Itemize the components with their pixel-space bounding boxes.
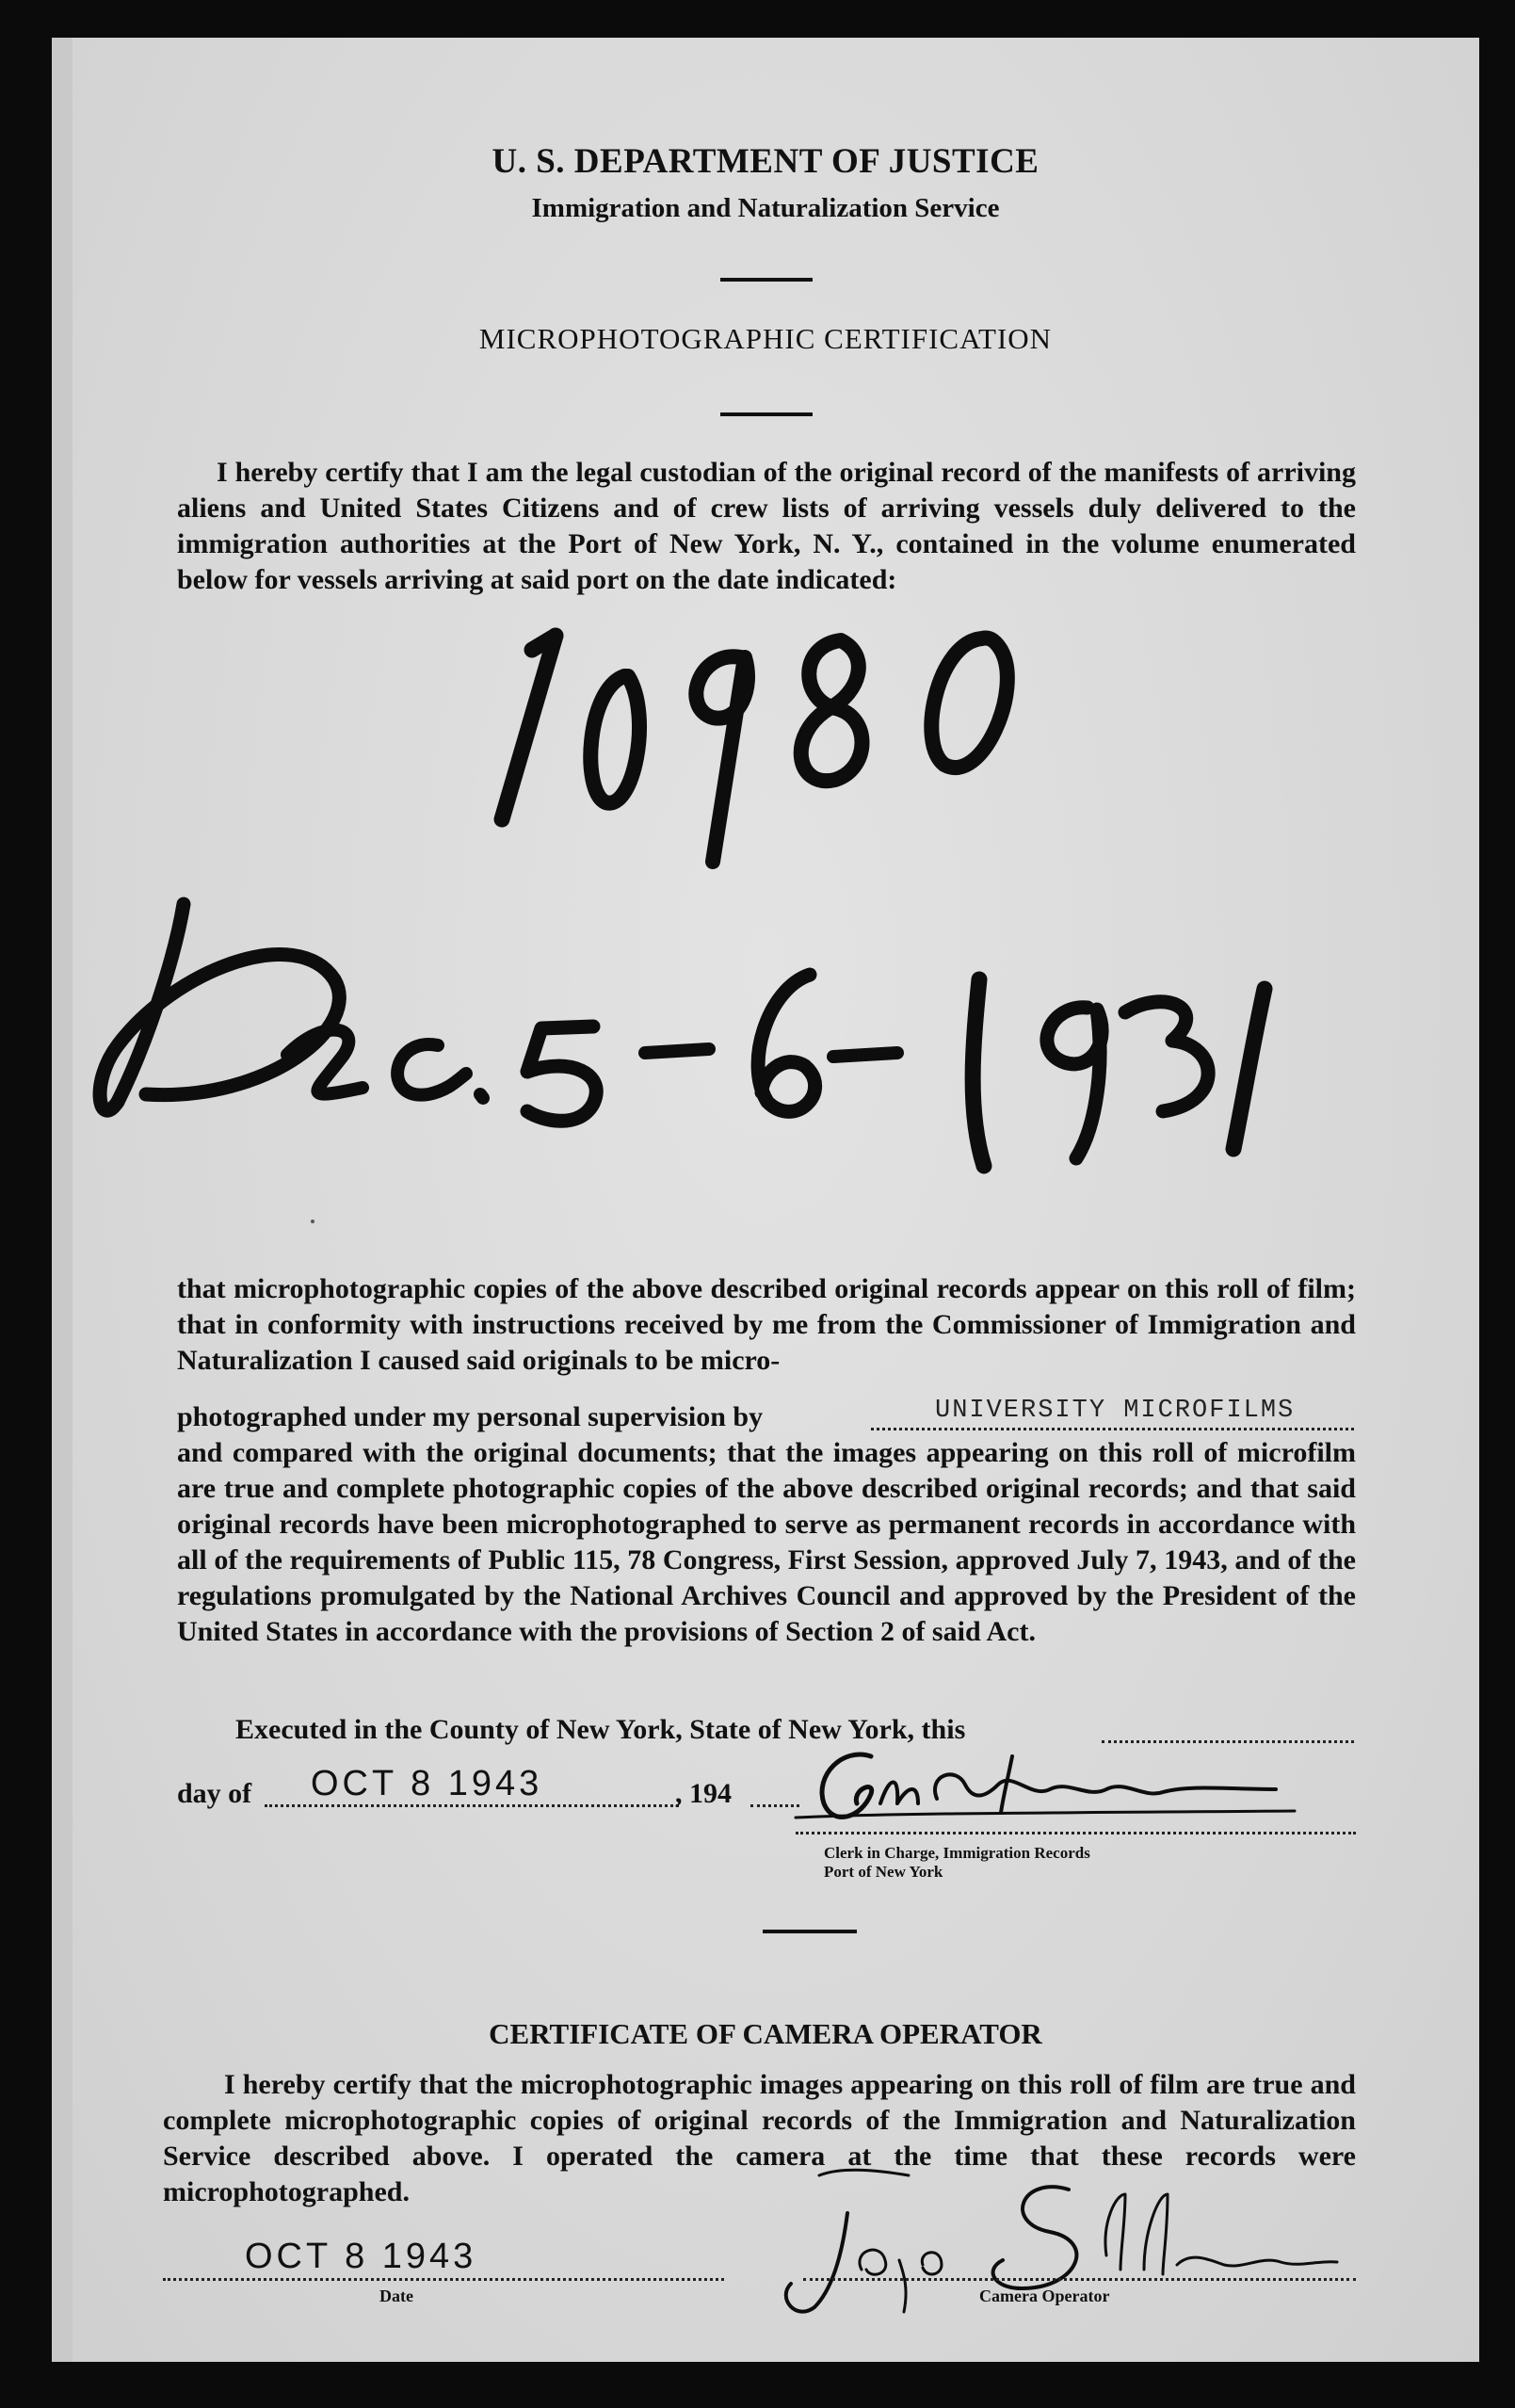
clerk-signature xyxy=(786,1737,1314,1841)
divider xyxy=(720,278,813,282)
supervision-dotted-line xyxy=(871,1428,1354,1430)
department-heading: U. S. DEPARTMENT OF JUSTICE xyxy=(492,142,1040,181)
certification-title: MICROPHOTOGRAPHIC CERTIFICATION xyxy=(478,322,1053,355)
operator-signature-line xyxy=(803,2278,1356,2281)
clerk-title-line2: Port of New York xyxy=(824,1863,943,1881)
divider xyxy=(720,412,813,416)
camera-date-stamp: OCT 8 1943 xyxy=(245,2237,477,2276)
handwritten-volume-number xyxy=(466,603,1069,876)
certification-intro: I hereby certify that I am the legal custodian of the original record of the manifests of arriving aliens and United States Citizens and of crew lists of arriving vessels duly delivered to the immigration authorities at the Port of New York, N. Y., contained in the volume enumerated below for vessels arriving at said port on the date indicated: xyxy=(177,457,1356,595)
microfilmer-stamp: UNIVERSITY MICROFILMS xyxy=(935,1397,1296,1425)
certification-body-part2: and compared with the original documents; that the images appearing on this roll of microfilm are true and complete photographic copies of the above described original records; and that said original records have been microphotographed to serve as permanent records in accordance with all of the requirements of Public 115, 78 Congress, First Session, approved July 7, 1943, and of the regulations promulgated by the National Archives Council and approved by the President of the United States in accordance with the provisions of Section 2 of said Act. xyxy=(177,1437,1356,1647)
certificate-page xyxy=(52,38,1479,2362)
camera-date-label: Date xyxy=(379,2287,413,2305)
year-prefix: , 194 xyxy=(675,1778,732,1809)
day-of-label: day of xyxy=(177,1778,252,1809)
service-heading: Immigration and Naturalization Service xyxy=(531,193,1000,223)
day-dotted-line xyxy=(265,1804,679,1807)
camera-certificate-title: CERTIFICATE OF CAMERA OPERATOR xyxy=(489,2017,1042,2050)
executed-text: Executed in the County of New York, State of New York, this xyxy=(235,1714,966,1745)
certification-body-part1: that microphotographic copies of the above described original records appear on this roll of film; that in conformity with instructions received by me from the Commissioner of Immigration and Naturalization I caused said originals to be micro- xyxy=(177,1273,1356,1376)
film-speck xyxy=(311,1220,314,1223)
handwritten-arrival-date xyxy=(80,848,1323,1187)
supervision-prefix: photographed under my personal supervision by xyxy=(177,1401,764,1432)
clerk-signature-line xyxy=(796,1832,1356,1834)
camera-certificate-text: I hereby certify that the microphotographic images appearing on this roll of film are true and complete microphotographic copies of original records of the Immigration and Naturalization Service described above. I operated the camera at the time that these records were microphotographed. xyxy=(163,2069,1356,2207)
divider xyxy=(763,1930,857,1933)
film-edge-shadow xyxy=(52,38,73,2362)
camera-operator-label: Camera Operator xyxy=(979,2287,1110,2305)
executed-date-stamp: OCT 8 1943 xyxy=(311,1764,543,1803)
camera-date-dotted-line xyxy=(163,2278,724,2281)
clerk-title-line1: Clerk in Charge, Immigration Records xyxy=(824,1844,1090,1862)
